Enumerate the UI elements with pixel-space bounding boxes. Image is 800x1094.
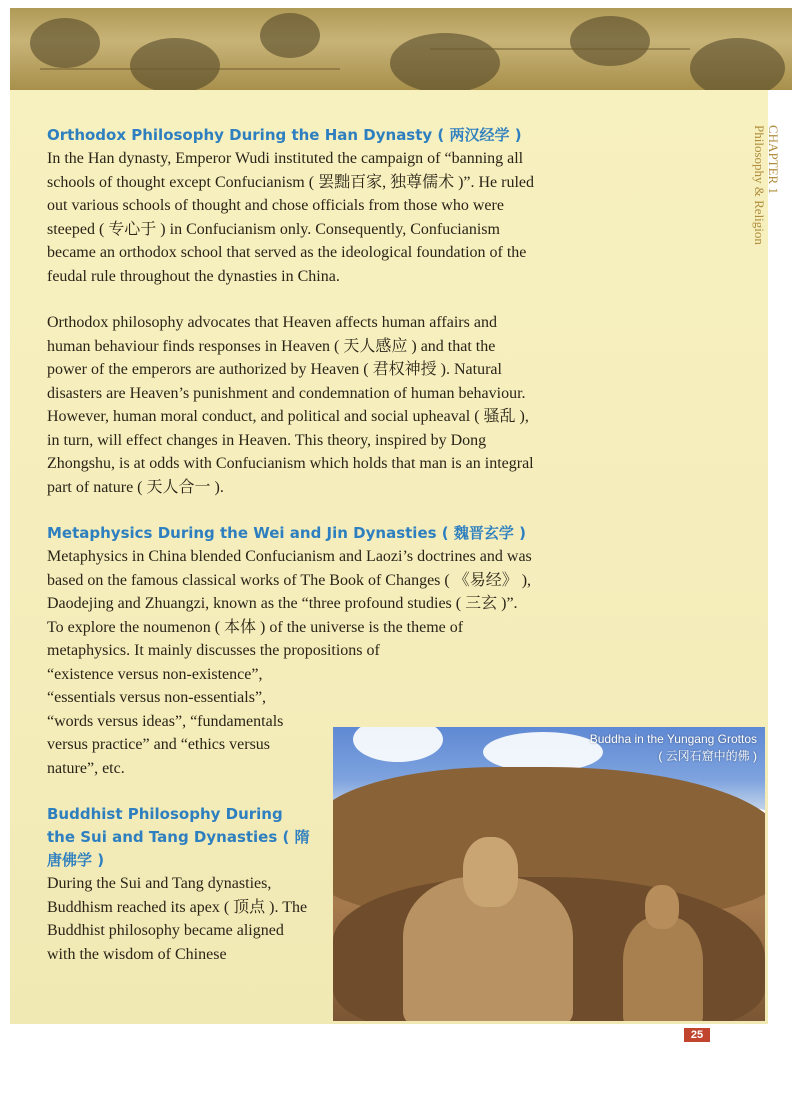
chapter-label <box>752 125 790 265</box>
header-landscape-banner <box>10 8 792 90</box>
photo-caption-english: Buddha in the Yungang Grottos <box>589 732 757 746</box>
section-heading-wei-jin: Metaphysics During the Wei and Jin Dynasties ( 魏晋玄学 ) <box>47 524 526 542</box>
paragraph-sui-tang: During the Sui and Tang dynasties, Buddhism reached its apex ( 顶点 ). The Buddhist philosophy became aligned with the wisdom of Chinese <box>47 875 308 963</box>
photo-caption-chinese: ( 云冈石窟中的佛 ) <box>658 749 757 763</box>
page-number-badge: 25 <box>684 1028 710 1042</box>
paragraph-wei-jin-2: “existence versus non-existence”, “essentials versus non-essentials”, “words versus ideas”, “fundamentals versus practice” and “ethics versus nature”, etc. <box>47 665 284 777</box>
yungang-buddha-photo <box>333 727 765 1021</box>
paragraph-han-1: In the Han dynasty, Emperor Wudi instituted the campaign of “banning all schools of thought except Confucianism ( 罢黜百家, 独尊儒术 )”. He ruled out various schools of thought and chose officials from those who were steeped ( 专心于 ) in Confucianism only. Consequently, Confucianism became an orthodox school that served as the ideological foundation of the feudal rule throughout the dynasties in China. <box>47 150 535 285</box>
photo-caption <box>590 731 757 765</box>
section-heading-han: Orthodox Philosophy During the Han Dynasty ( 两汉经学 ) <box>47 126 522 144</box>
paragraph-wei-jin-1: Metaphysics in China blended Confucianism and Laozi’s doctrines and was based on the famous classical works of The Book of Changes ( 《易经》 ), Daodejing and Zhuangzi, known as the “three profound studies ( 三玄 )”. To explore the noumenon ( 本体 ) of the universe is the theme of metaphysics. It mainly discusses the propositions of <box>47 548 532 659</box>
chapter-subtitle: Philosophy & Religion <box>752 125 767 245</box>
paragraph-han-2: Orthodox philosophy advocates that Heaven affects human affairs and human behaviour finds responses in Heaven ( 天人感应 ) and that the power of the emperors are authorized by Heaven ( 君权神授 ). Natural disasters are Heaven’s punishment and condemnation of human behaviour. However, human moral conduct, and political and social upheaval ( 骚乱 ), in turn, will effect changes in Heaven. This theory, inspired by Dong Zhongshu, is at odds with Confucianism which holds that man is an integral part of nature ( 天人合一 ). <box>47 314 534 496</box>
chapter-number: CHAPTER 1 <box>766 125 781 194</box>
section-heading-sui-tang: Buddhist Philosophy During the Sui and Tang Dynasties ( 隋唐佛学 ) <box>47 805 310 869</box>
